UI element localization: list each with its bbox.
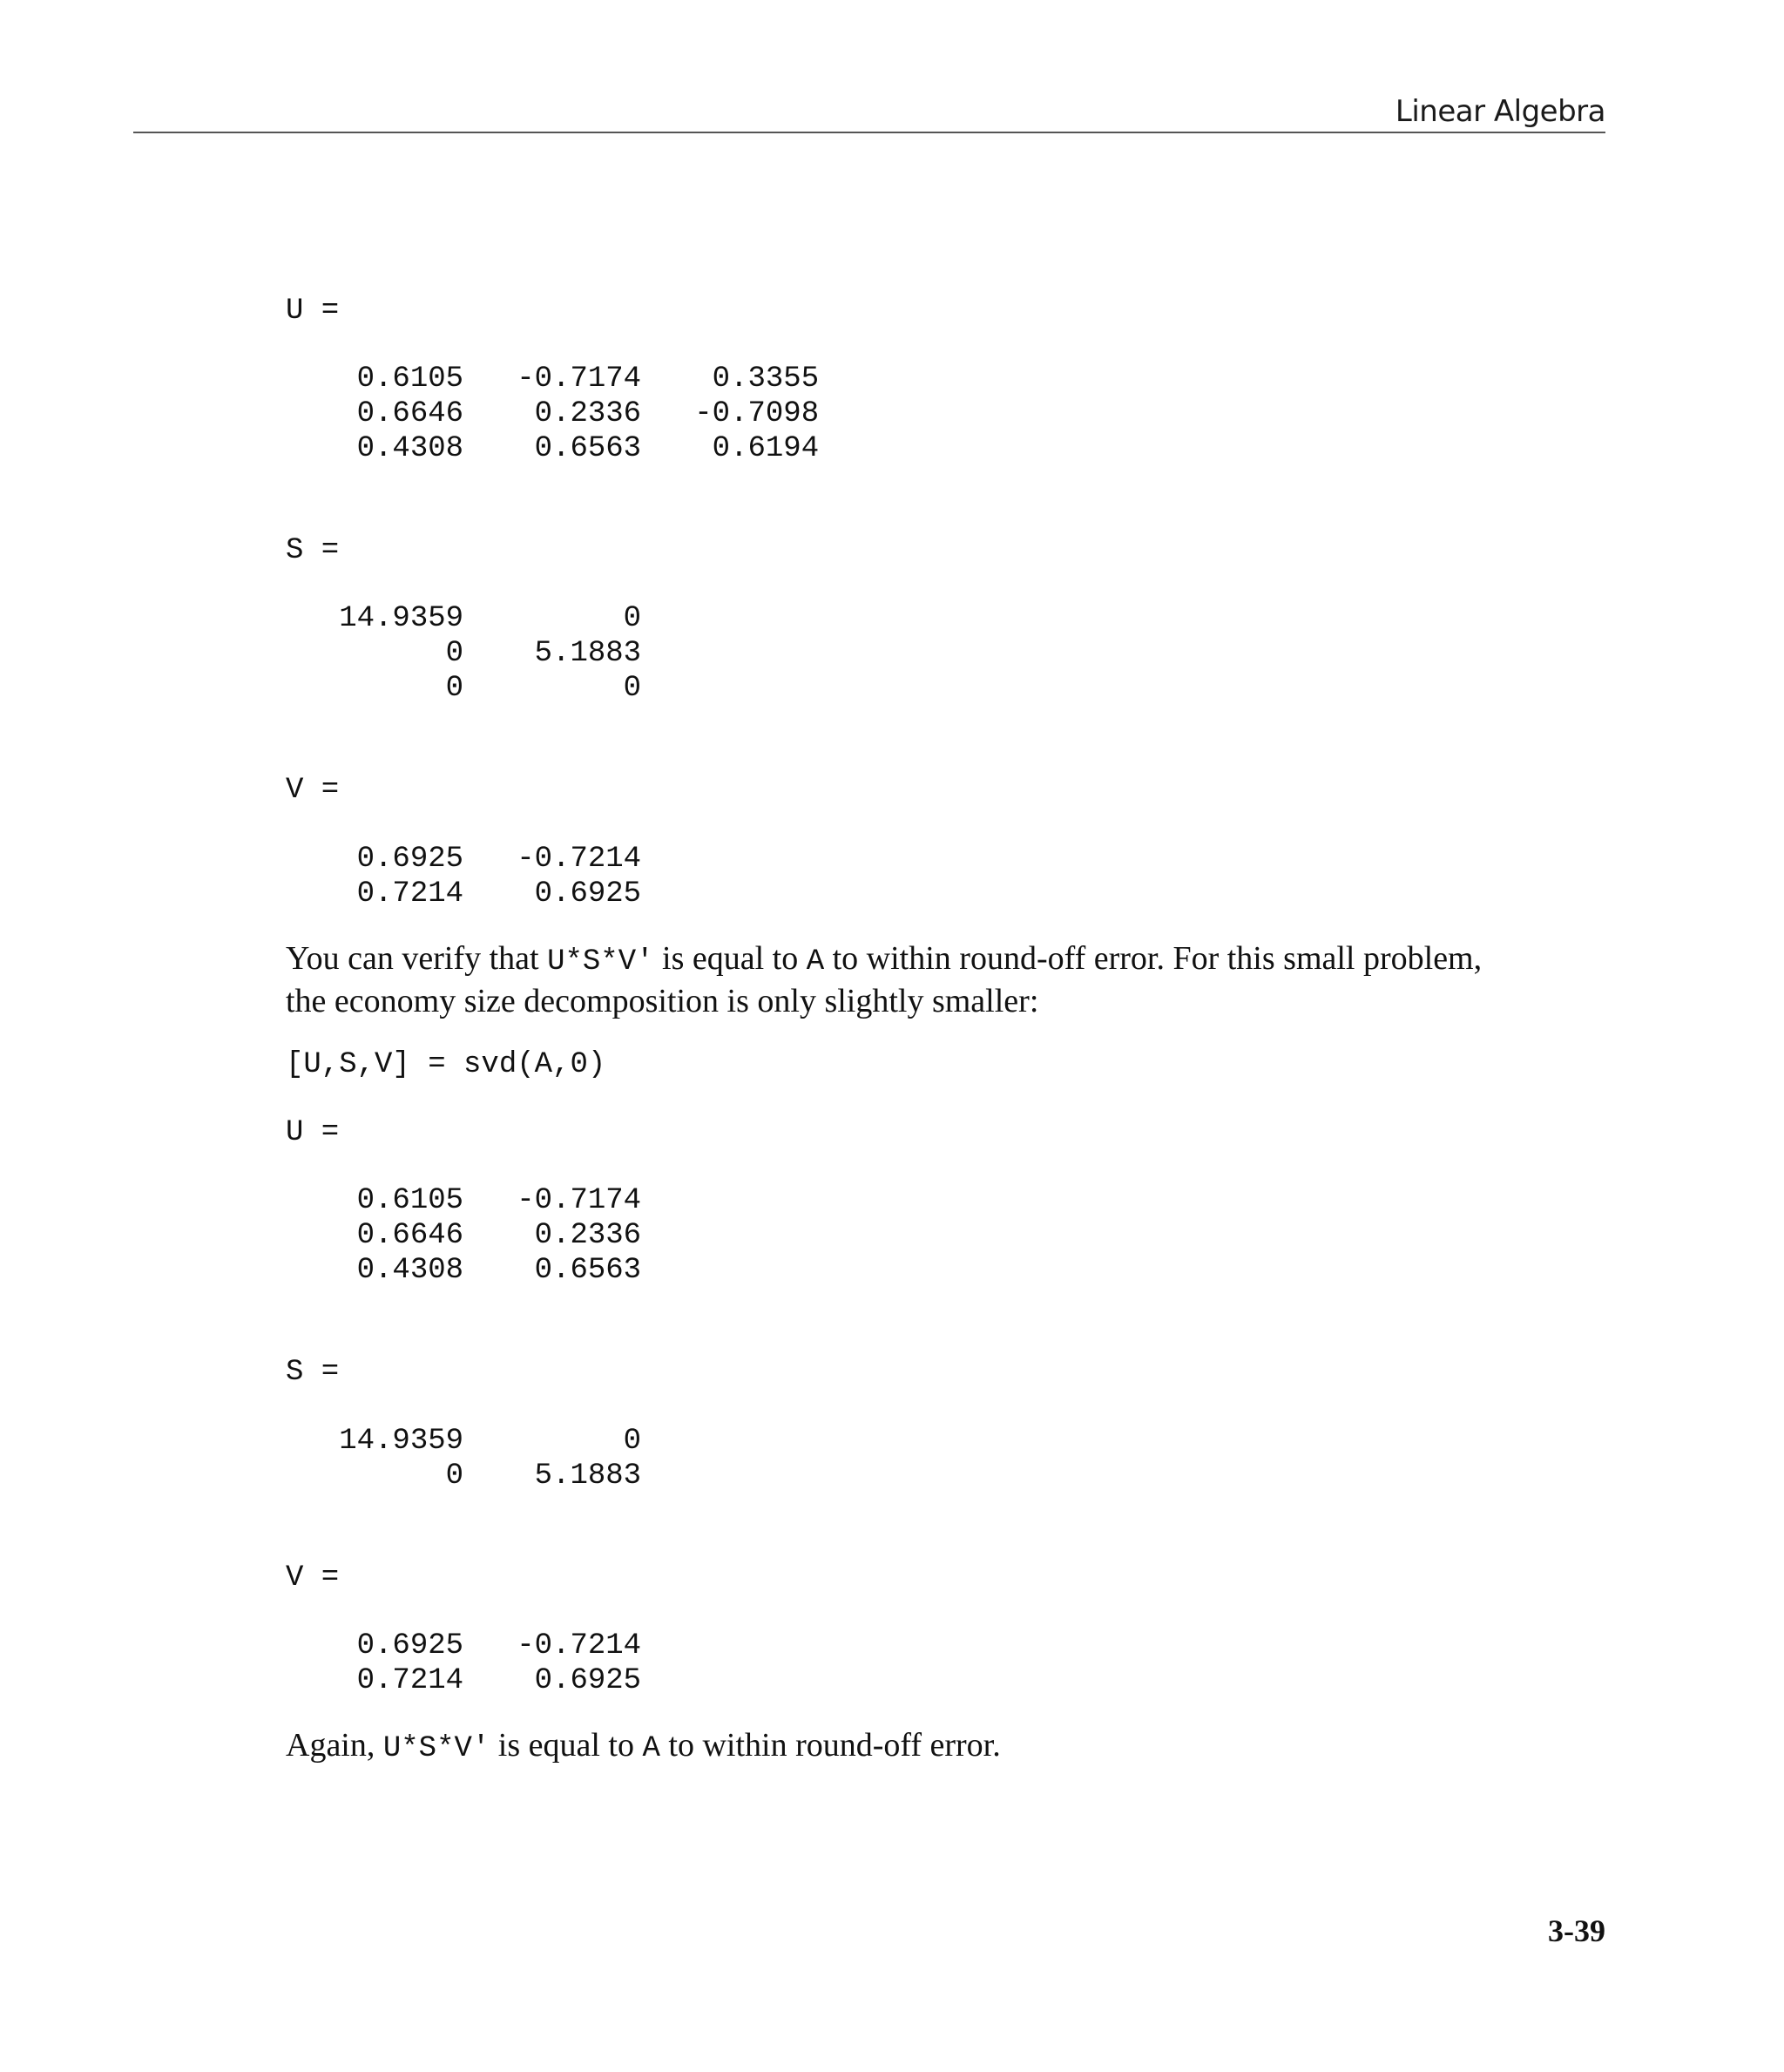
s-label-2: S = bbox=[286, 1356, 340, 1389]
paragraph-again bbox=[286, 1726, 1505, 1769]
svd-command: [U,S,V] = svd(A,0) bbox=[286, 1048, 606, 1081]
s-matrix-2: 14.9359 0 0 5.1883 bbox=[339, 1425, 642, 1493]
inline-code-a-2: A bbox=[642, 1732, 660, 1765]
u-matrix-2: 0.6105 -0.7174 0.6646 0.2336 0.4308 0.6563 bbox=[356, 1184, 642, 1287]
s-matrix-1: 14.9359 0 0 5.1883 0 0 bbox=[339, 602, 642, 705]
running-header-title: Linear Algebra bbox=[1395, 94, 1605, 129]
u-label-2: U = bbox=[286, 1116, 340, 1149]
u-label-1: U = bbox=[286, 295, 340, 328]
u-matrix-1: 0.6105 -0.7174 0.3355 0.6646 0.2336 -0.7098 0.4308 0.6563 0.6194 bbox=[356, 362, 820, 465]
v-label-1: V = bbox=[286, 774, 340, 807]
paragraph-again-text-3: to within round-off error. bbox=[659, 1727, 1001, 1764]
header-rule bbox=[133, 132, 1605, 133]
inline-code-a: A bbox=[806, 945, 825, 978]
paragraph-verify bbox=[286, 939, 1505, 1021]
paragraph-verify-text-1: You can verify that bbox=[286, 940, 548, 977]
v-label-2: V = bbox=[286, 1561, 340, 1595]
paragraph-verify-text-2: is equal to bbox=[653, 940, 807, 977]
v-matrix-2: 0.6925 -0.7214 0.7214 0.6925 bbox=[356, 1629, 642, 1697]
inline-code-usv-2: U*S*V' bbox=[382, 1732, 490, 1765]
inline-code-usv: U*S*V' bbox=[547, 945, 654, 978]
paragraph-again-text-2: is equal to bbox=[490, 1727, 643, 1764]
v-matrix-1: 0.6925 -0.7214 0.7214 0.6925 bbox=[356, 843, 642, 911]
paragraph-again-text-1: Again, bbox=[286, 1727, 383, 1764]
s-label-1: S = bbox=[286, 534, 340, 567]
page-number: 3-39 bbox=[1548, 1913, 1605, 1948]
paragraph-verify-text-3: to within round-off error. For this small problem, the economy size decomposition is only slightly smaller: bbox=[286, 940, 1483, 1019]
